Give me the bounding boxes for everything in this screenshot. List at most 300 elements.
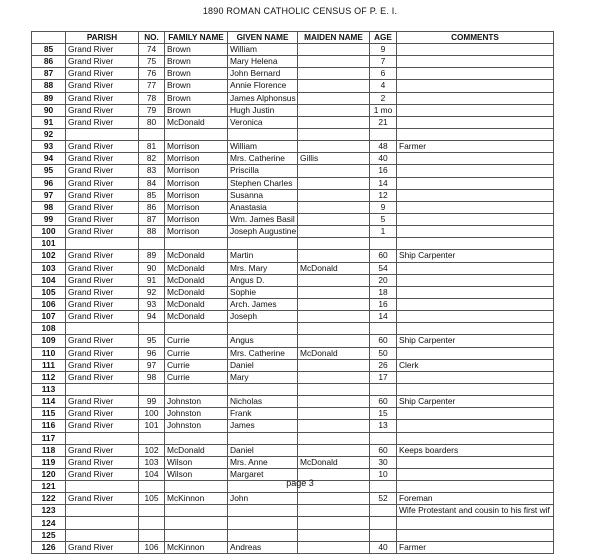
row-number-cell: 110	[32, 347, 66, 359]
comments-cell	[397, 323, 554, 335]
age-cell: 40	[370, 541, 397, 553]
row-number-cell: 120	[32, 468, 66, 480]
given-name-cell: John Bernard	[228, 68, 298, 80]
row-number-cell: 93	[32, 141, 66, 153]
table-row	[32, 335, 554, 347]
maiden-name-cell	[298, 420, 370, 432]
table-row	[32, 298, 554, 310]
row-number-cell: 118	[32, 444, 66, 456]
maiden-name-cell	[298, 444, 370, 456]
given-name-cell: William	[228, 44, 298, 56]
parish-cell: Grand River	[66, 104, 139, 116]
family-name-cell: Brown	[165, 80, 228, 92]
table-row	[32, 262, 554, 274]
maiden-name-cell	[298, 286, 370, 298]
row-number-cell: 105	[32, 286, 66, 298]
row-number-cell: 95	[32, 165, 66, 177]
table-row	[32, 396, 554, 408]
no-cell: 82	[139, 153, 165, 165]
header-age: AGE	[370, 32, 397, 44]
row-number-cell: 96	[32, 177, 66, 189]
age-cell: 7	[370, 56, 397, 68]
table-row	[32, 44, 554, 56]
row-number-cell: 116	[32, 420, 66, 432]
age-cell: 60	[370, 444, 397, 456]
row-number-cell: 113	[32, 383, 66, 395]
row-number-cell: 126	[32, 541, 66, 553]
given-name-cell: Margaret	[228, 468, 298, 480]
row-number-cell: 117	[32, 432, 66, 444]
given-name-cell: Arch. James	[228, 298, 298, 310]
row-number-cell: 119	[32, 456, 66, 468]
age-cell: 9	[370, 201, 397, 213]
maiden-name-cell	[298, 165, 370, 177]
given-name-cell: Mrs. Mary	[228, 262, 298, 274]
comments-cell: Ship Carpenter	[397, 335, 554, 347]
family-name-cell: Morrison	[165, 177, 228, 189]
comments-cell	[397, 432, 554, 444]
maiden-name-cell	[298, 80, 370, 92]
no-cell: 91	[139, 274, 165, 286]
table-row	[32, 80, 554, 92]
parish-cell: Grand River	[66, 468, 139, 480]
maiden-name-cell: McDonald	[298, 262, 370, 274]
no-cell: 84	[139, 177, 165, 189]
family-name-cell: Johnston	[165, 396, 228, 408]
maiden-name-cell	[298, 201, 370, 213]
parish-cell: Grand River	[66, 274, 139, 286]
header-comments: COMMENTS	[397, 32, 554, 44]
family-name-cell: Brown	[165, 104, 228, 116]
maiden-name-cell	[298, 274, 370, 286]
family-name-cell: Brown	[165, 92, 228, 104]
no-cell: 76	[139, 68, 165, 80]
parish-cell	[66, 383, 139, 395]
age-cell: 16	[370, 298, 397, 310]
maiden-name-cell: Gillis	[298, 153, 370, 165]
comments-cell	[397, 56, 554, 68]
table-row	[32, 286, 554, 298]
no-cell: 96	[139, 347, 165, 359]
family-name-cell: Morrison	[165, 201, 228, 213]
maiden-name-cell	[298, 371, 370, 383]
header-given-name: GIVEN NAME	[228, 32, 298, 44]
family-name-cell: Morrison	[165, 153, 228, 165]
no-cell: 99	[139, 396, 165, 408]
age-cell: 14	[370, 177, 397, 189]
maiden-name-cell: McDonald	[298, 456, 370, 468]
comments-cell	[397, 298, 554, 310]
parish-cell: Grand River	[66, 44, 139, 56]
maiden-name-cell	[298, 116, 370, 128]
given-name-cell: Sophie	[228, 286, 298, 298]
row-number-cell: 107	[32, 311, 66, 323]
parish-cell: Grand River	[66, 250, 139, 262]
comments-cell	[397, 517, 554, 529]
maiden-name-cell	[298, 335, 370, 347]
maiden-name-cell	[298, 396, 370, 408]
comments-cell	[397, 44, 554, 56]
family-name-cell: Brown	[165, 56, 228, 68]
comments-cell	[397, 408, 554, 420]
no-cell	[139, 432, 165, 444]
table-row	[32, 165, 554, 177]
parish-cell	[66, 128, 139, 140]
parish-cell: Grand River	[66, 165, 139, 177]
table-row	[32, 141, 554, 153]
given-name-cell: Hugh Justin	[228, 104, 298, 116]
maiden-name-cell: McDonald	[298, 347, 370, 359]
family-name-cell: Currie	[165, 359, 228, 371]
age-cell: 14	[370, 311, 397, 323]
row-number-cell: 114	[32, 396, 66, 408]
age-cell: 60	[370, 250, 397, 262]
no-cell: 79	[139, 104, 165, 116]
no-cell: 101	[139, 420, 165, 432]
age-cell: 30	[370, 456, 397, 468]
age-cell: 54	[370, 262, 397, 274]
given-name-cell	[228, 238, 298, 250]
maiden-name-cell	[298, 408, 370, 420]
family-name-cell: McKinnon	[165, 493, 228, 505]
maiden-name-cell	[298, 311, 370, 323]
parish-cell: Grand River	[66, 359, 139, 371]
family-name-cell: Currie	[165, 347, 228, 359]
row-number-cell: 102	[32, 250, 66, 262]
comments-cell: Wife Protestant and cousin to his first wif	[397, 505, 554, 517]
given-name-cell	[228, 529, 298, 541]
parish-cell	[66, 238, 139, 250]
row-number-cell: 97	[32, 189, 66, 201]
no-cell: 102	[139, 444, 165, 456]
given-name-cell: John	[228, 493, 298, 505]
family-name-cell: Johnston	[165, 420, 228, 432]
census-table	[31, 31, 554, 554]
comments-cell: Farmer	[397, 141, 554, 153]
given-name-cell	[228, 323, 298, 335]
parish-cell: Grand River	[66, 201, 139, 213]
age-cell	[370, 323, 397, 335]
parish-cell: Grand River	[66, 541, 139, 553]
given-name-cell: Mrs. Anne	[228, 456, 298, 468]
comments-cell	[397, 116, 554, 128]
maiden-name-cell	[298, 432, 370, 444]
parish-cell: Grand River	[66, 213, 139, 225]
maiden-name-cell	[298, 529, 370, 541]
no-cell	[139, 517, 165, 529]
given-name-cell: Susanna	[228, 189, 298, 201]
row-number-cell: 122	[32, 493, 66, 505]
comments-cell	[397, 262, 554, 274]
table-row	[32, 311, 554, 323]
no-cell	[139, 323, 165, 335]
no-cell: 92	[139, 286, 165, 298]
row-number-cell: 99	[32, 213, 66, 225]
given-name-cell: Veronica	[228, 116, 298, 128]
table-row	[32, 408, 554, 420]
table-row	[32, 383, 554, 395]
comments-cell	[397, 153, 554, 165]
age-cell: 60	[370, 335, 397, 347]
table-row	[32, 529, 554, 541]
parish-cell: Grand River	[66, 371, 139, 383]
family-name-cell: Morrison	[165, 165, 228, 177]
no-cell: 90	[139, 262, 165, 274]
family-name-cell: McDonald	[165, 250, 228, 262]
row-number-cell: 100	[32, 226, 66, 238]
age-cell: 6	[370, 68, 397, 80]
family-name-cell: McDonald	[165, 311, 228, 323]
no-cell	[139, 383, 165, 395]
no-cell: 80	[139, 116, 165, 128]
parish-cell: Grand River	[66, 444, 139, 456]
age-cell: 18	[370, 286, 397, 298]
family-name-cell: Brown	[165, 68, 228, 80]
table-row	[32, 456, 554, 468]
row-number-cell: 85	[32, 44, 66, 56]
no-cell: 94	[139, 311, 165, 323]
age-cell	[370, 128, 397, 140]
family-name-cell	[165, 238, 228, 250]
row-number-cell: 90	[32, 104, 66, 116]
table-row	[32, 92, 554, 104]
table-row	[32, 226, 554, 238]
row-number-cell: 124	[32, 517, 66, 529]
parish-cell: Grand River	[66, 420, 139, 432]
parish-cell	[66, 323, 139, 335]
given-name-cell: Frank	[228, 408, 298, 420]
family-name-cell: Brown	[165, 44, 228, 56]
given-name-cell: Daniel	[228, 359, 298, 371]
maiden-name-cell	[298, 238, 370, 250]
family-name-cell	[165, 128, 228, 140]
row-number-cell: 111	[32, 359, 66, 371]
parish-cell: Grand River	[66, 493, 139, 505]
table-row	[32, 371, 554, 383]
no-cell: 89	[139, 250, 165, 262]
table-header	[32, 32, 554, 44]
page-number: page 3	[286, 478, 314, 488]
maiden-name-cell	[298, 128, 370, 140]
table-row	[32, 201, 554, 213]
table-row	[32, 68, 554, 80]
age-cell	[370, 238, 397, 250]
age-cell: 12	[370, 189, 397, 201]
age-cell	[370, 505, 397, 517]
given-name-cell: Mrs. Catherine	[228, 153, 298, 165]
family-name-cell: McDonald	[165, 444, 228, 456]
comments-cell: Ship Carpenter	[397, 250, 554, 262]
comments-cell	[397, 274, 554, 286]
comments-cell: Foreman	[397, 493, 554, 505]
comments-cell	[397, 347, 554, 359]
table-row	[32, 432, 554, 444]
no-cell: 85	[139, 189, 165, 201]
parish-cell: Grand River	[66, 56, 139, 68]
age-cell: 2	[370, 92, 397, 104]
comments-cell	[397, 371, 554, 383]
table-row	[32, 274, 554, 286]
row-number-cell: 101	[32, 238, 66, 250]
table-row	[32, 153, 554, 165]
comments-cell	[397, 420, 554, 432]
parish-cell: Grand River	[66, 153, 139, 165]
parish-cell: Grand River	[66, 262, 139, 274]
parish-cell: Grand River	[66, 116, 139, 128]
family-name-cell: Morrison	[165, 213, 228, 225]
parish-cell	[66, 517, 139, 529]
parish-cell: Grand River	[66, 226, 139, 238]
parish-cell: Grand River	[66, 311, 139, 323]
age-cell: 21	[370, 116, 397, 128]
family-name-cell: McDonald	[165, 298, 228, 310]
table-row	[32, 56, 554, 68]
given-name-cell: Annie Florence	[228, 80, 298, 92]
no-cell: 103	[139, 456, 165, 468]
header-row-number	[32, 32, 66, 44]
comments-cell	[397, 456, 554, 468]
given-name-cell	[228, 505, 298, 517]
maiden-name-cell	[298, 92, 370, 104]
age-cell: 1 mo	[370, 104, 397, 116]
maiden-name-cell	[298, 104, 370, 116]
family-name-cell	[165, 529, 228, 541]
given-name-cell: James	[228, 420, 298, 432]
table-row	[32, 347, 554, 359]
comments-cell	[397, 104, 554, 116]
table-row	[32, 116, 554, 128]
comments-cell	[397, 238, 554, 250]
given-name-cell: Daniel	[228, 444, 298, 456]
age-cell: 16	[370, 165, 397, 177]
no-cell: 98	[139, 371, 165, 383]
maiden-name-cell	[298, 44, 370, 56]
comments-cell: Keeps boarders	[397, 444, 554, 456]
maiden-name-cell	[298, 359, 370, 371]
age-cell: 5	[370, 213, 397, 225]
age-cell	[370, 432, 397, 444]
age-cell: 1	[370, 226, 397, 238]
no-cell: 100	[139, 408, 165, 420]
given-name-cell	[228, 432, 298, 444]
maiden-name-cell	[298, 189, 370, 201]
maiden-name-cell	[298, 298, 370, 310]
family-name-cell: Johnston	[165, 408, 228, 420]
row-number-cell: 86	[32, 56, 66, 68]
maiden-name-cell	[298, 177, 370, 189]
table-row	[32, 189, 554, 201]
table-row	[32, 420, 554, 432]
family-name-cell	[165, 383, 228, 395]
header-family-name: FAMILY NAME	[165, 32, 228, 44]
table-row	[32, 238, 554, 250]
row-number-cell: 91	[32, 116, 66, 128]
family-name-cell: McKinnon	[165, 541, 228, 553]
maiden-name-cell	[298, 68, 370, 80]
header-maiden-name: MAIDEN NAME	[298, 32, 370, 44]
age-cell: 26	[370, 359, 397, 371]
maiden-name-cell	[298, 56, 370, 68]
no-cell	[139, 529, 165, 541]
family-name-cell	[165, 432, 228, 444]
maiden-name-cell	[298, 541, 370, 553]
family-name-cell	[165, 517, 228, 529]
given-name-cell: Andreas	[228, 541, 298, 553]
row-number-cell: 94	[32, 153, 66, 165]
comments-cell	[397, 80, 554, 92]
comments-cell	[397, 213, 554, 225]
parish-cell	[66, 505, 139, 517]
no-cell: 86	[139, 201, 165, 213]
age-cell: 13	[370, 420, 397, 432]
comments-cell	[397, 128, 554, 140]
table-row	[32, 444, 554, 456]
family-name-cell: Morrison	[165, 189, 228, 201]
row-number-cell: 108	[32, 323, 66, 335]
given-name-cell: Priscilla	[228, 165, 298, 177]
given-name-cell: Mary	[228, 371, 298, 383]
age-cell: 9	[370, 44, 397, 56]
given-name-cell: Martin	[228, 250, 298, 262]
no-cell	[139, 128, 165, 140]
given-name-cell: Stephen Charles	[228, 177, 298, 189]
family-name-cell: Morrison	[165, 141, 228, 153]
family-name-cell: McDonald	[165, 274, 228, 286]
no-cell: 74	[139, 44, 165, 56]
row-number-cell: 92	[32, 128, 66, 140]
family-name-cell: Wilson	[165, 456, 228, 468]
document-title: 1890 ROMAN CATHOLIC CENSUS OF P. E. I.	[202, 6, 398, 16]
table-row	[32, 517, 554, 529]
row-number-cell: 125	[32, 529, 66, 541]
no-cell	[139, 238, 165, 250]
no-cell: 75	[139, 56, 165, 68]
table-row	[32, 250, 554, 262]
family-name-cell: Morrison	[165, 226, 228, 238]
given-name-cell: Joseph	[228, 311, 298, 323]
row-number-cell: 106	[32, 298, 66, 310]
comments-cell	[397, 189, 554, 201]
no-cell: 105	[139, 493, 165, 505]
maiden-name-cell	[298, 226, 370, 238]
row-number-cell: 121	[32, 481, 66, 493]
row-number-cell: 112	[32, 371, 66, 383]
no-cell: 81	[139, 141, 165, 153]
row-number-cell: 104	[32, 274, 66, 286]
age-cell: 4	[370, 80, 397, 92]
age-cell: 48	[370, 141, 397, 153]
given-name-cell	[228, 128, 298, 140]
age-cell	[370, 517, 397, 529]
no-cell: 104	[139, 468, 165, 480]
age-cell: 60	[370, 396, 397, 408]
parish-cell: Grand River	[66, 177, 139, 189]
comments-cell	[397, 68, 554, 80]
parish-cell: Grand River	[66, 189, 139, 201]
comments-cell	[397, 226, 554, 238]
family-name-cell: McDonald	[165, 262, 228, 274]
parish-cell: Grand River	[66, 335, 139, 347]
given-name-cell: Angus	[228, 335, 298, 347]
no-cell: 97	[139, 359, 165, 371]
comments-cell	[397, 286, 554, 298]
comments-cell	[397, 201, 554, 213]
parish-cell: Grand River	[66, 298, 139, 310]
age-cell	[370, 529, 397, 541]
age-cell: 10	[370, 468, 397, 480]
given-name-cell: Joseph Augustine	[228, 226, 298, 238]
header-parish: PARISH	[66, 32, 139, 44]
